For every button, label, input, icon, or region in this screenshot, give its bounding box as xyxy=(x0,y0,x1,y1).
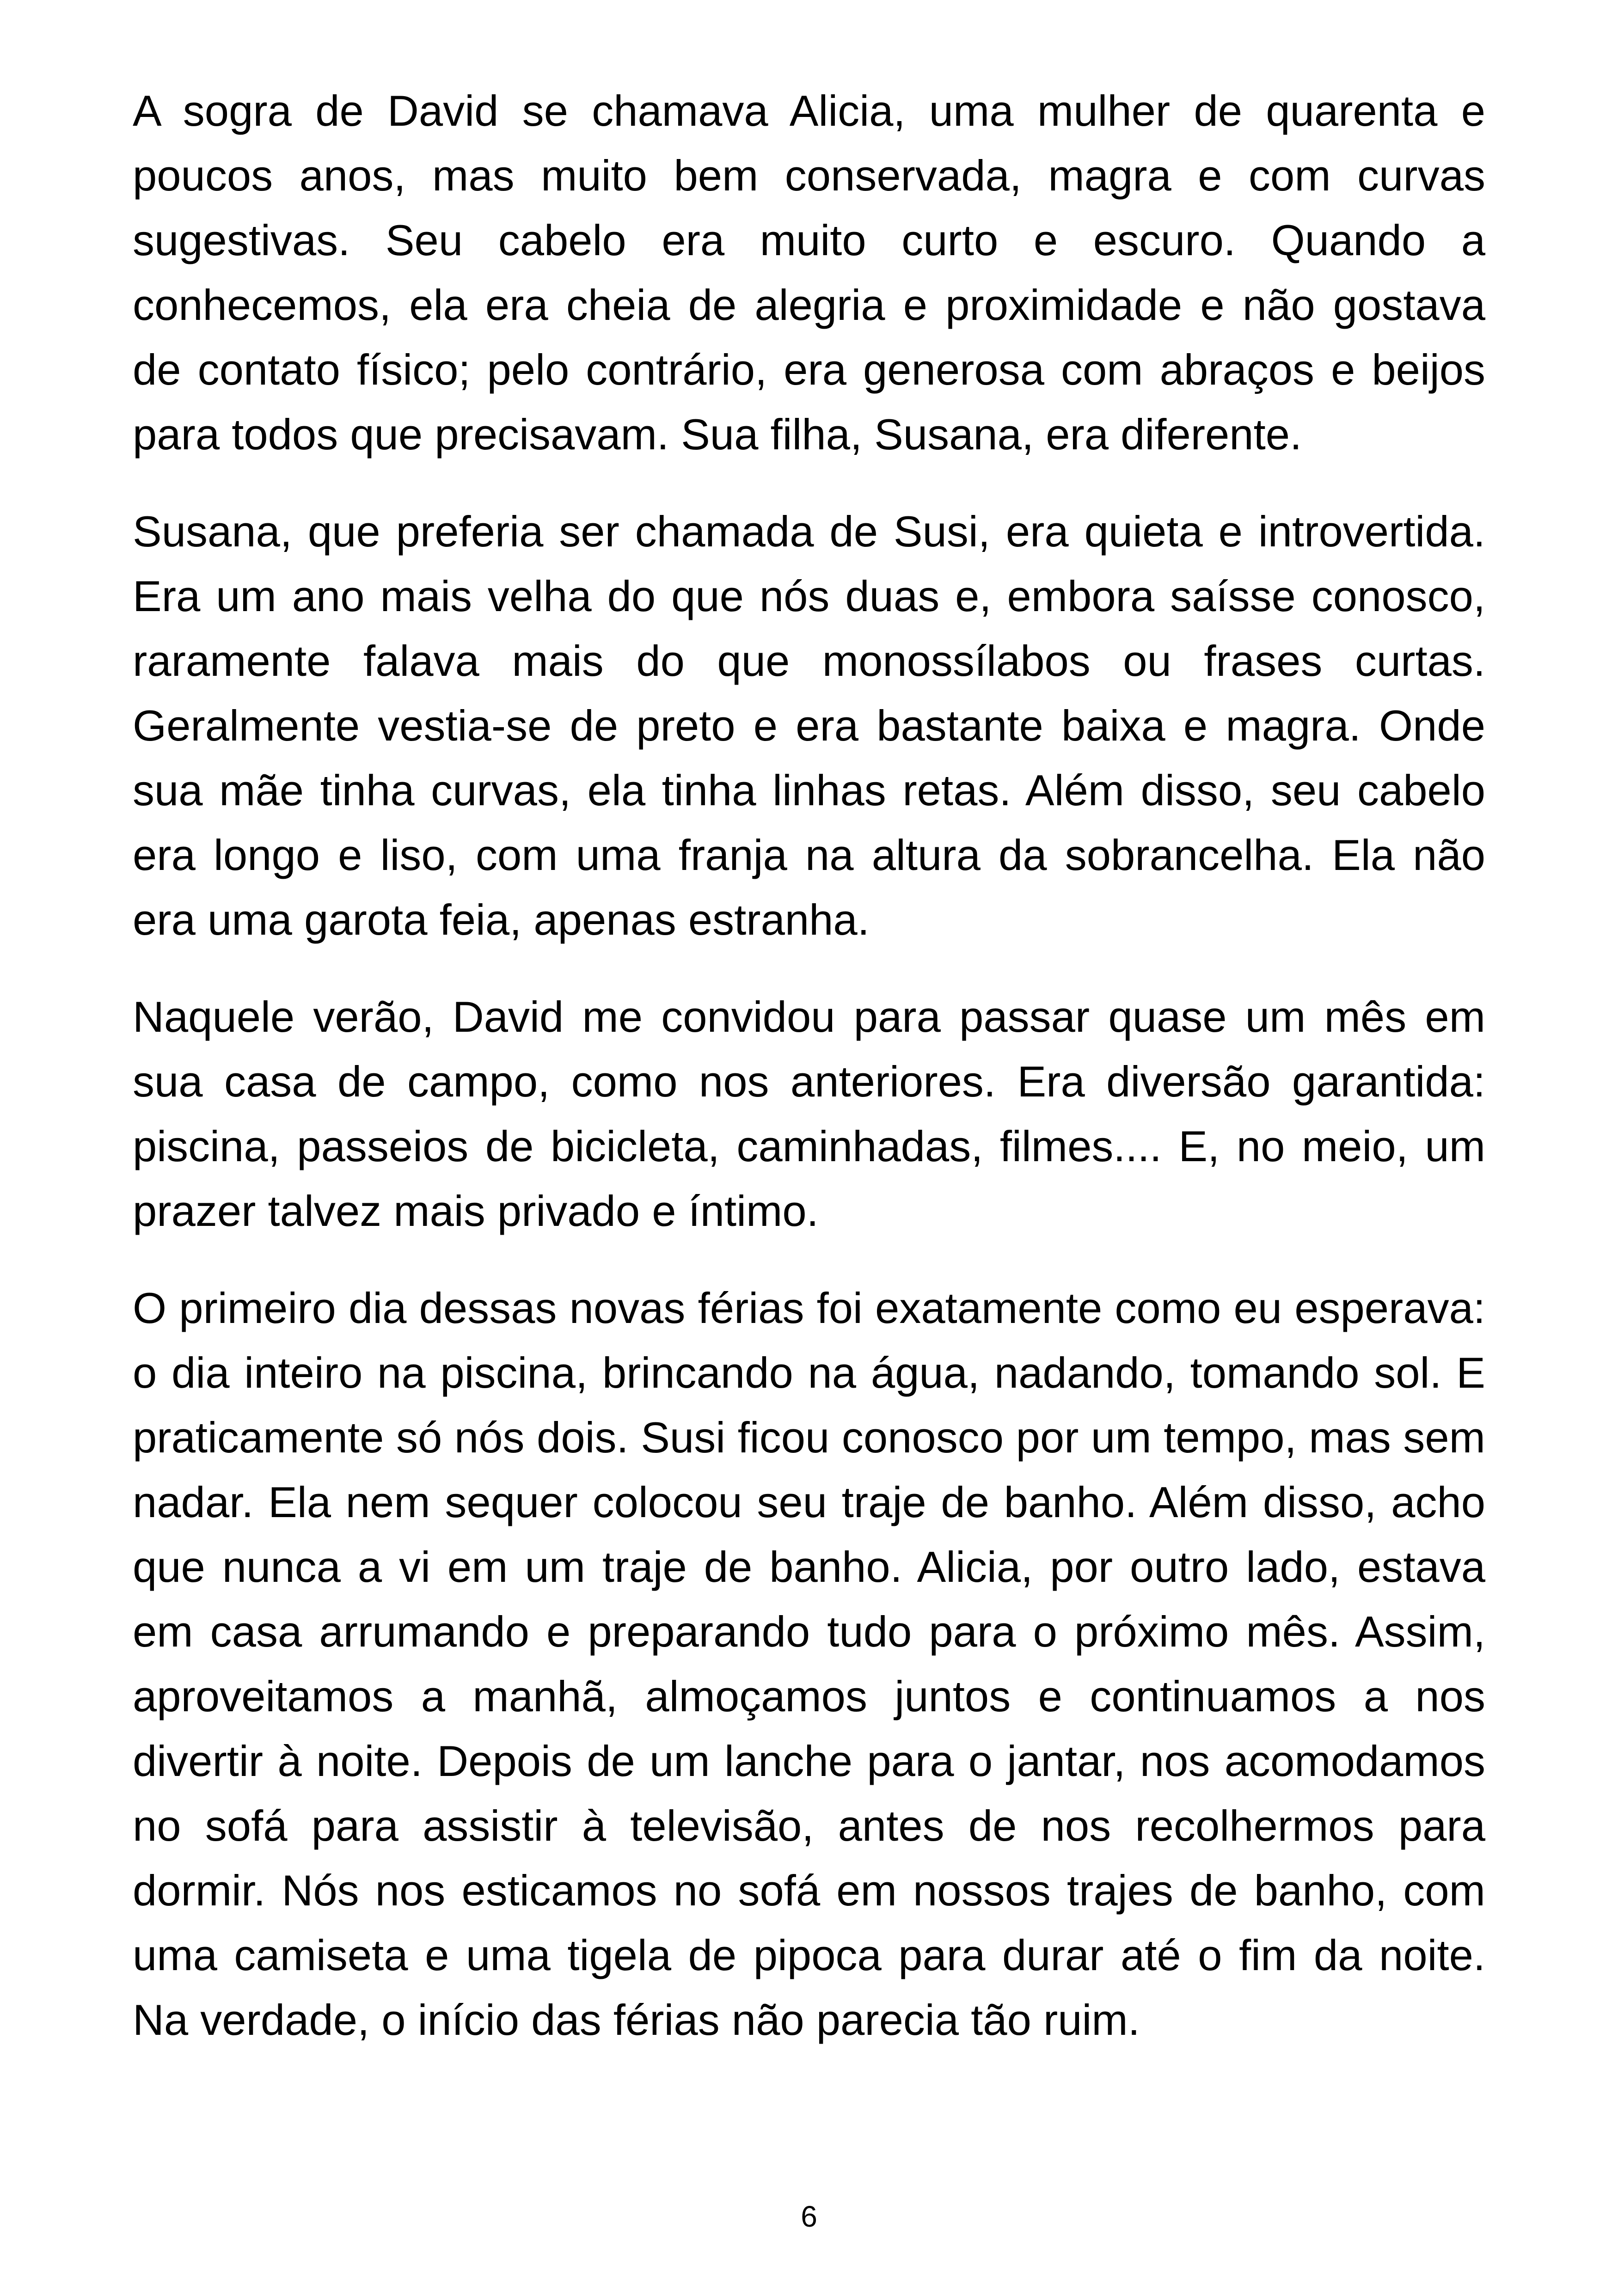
body-text xyxy=(133,79,1485,2085)
paragraph-4: O primeiro dia dessas novas férias foi exatamente como eu esperava: o dia inteiro na piscina, brincando na água, nadando, tomando sol. E praticamente só nós dois. Susi ficou conosco por um tempo, mas sem nadar. Ela nem sequer colocou seu traje de banho. Além disso, acho que nunca a vi em um traje de banho. Alicia, por outro lado, estava em casa arrumando e preparando tudo para o próximo mês. Assim, aproveitamos a manhã, almoçamos juntos e continuamos a nos divertir à noite. Depois de um lanche para o jantar, nos acomodamos no sofá para assistir à televisão, antes de nos recolhermos para dormir. Nós nos esticamos no sofá em nossos trajes de banho, com uma camiseta e uma tigela de pipoca para durar até o fim da noite. Na verdade, o início das férias não parecia tão ruim. xyxy=(133,1284,1485,2044)
paragraph-1: A sogra de David se chamava Alicia, uma mulher de quarenta e poucos anos, mas muito bem conservada, magra e com curvas sugestivas. Seu cabelo era muito curto e escuro. Quando a conhecemos, ela era cheia de alegria e proximidade e não gostava de contato físico; pelo contrário, era generosa com abraços e beijos para todos que precisavam. Sua filha, Susana, era diferente. xyxy=(133,86,1485,459)
page-number: 6 xyxy=(801,2200,817,2233)
paragraph-3: Naquele verão, David me convidou para passar quase um mês em sua casa de campo, como nos anteriores. Era diversão garantida: piscina, passeios de bicicleta, caminhadas, filmes.... E, no meio, um prazer talvez mais privado e íntimo. xyxy=(133,992,1485,1235)
paragraph-2: Susana, que preferia ser chamada de Susi, era quieta e introvertida. Era um ano mais velha do que nós duas e, embora saísse conosco, raramente falava mais do que monossílabos ou frases curtas. Geralmente vestia-se de preto e era bastante baixa e magra. Onde sua mãe tinha curvas, ela tinha linhas retas. Além disso, seu cabelo era longo e liso, com uma franja na altura da sobrancelha. Ela não era uma garota feia, apenas estranha. xyxy=(133,507,1485,944)
